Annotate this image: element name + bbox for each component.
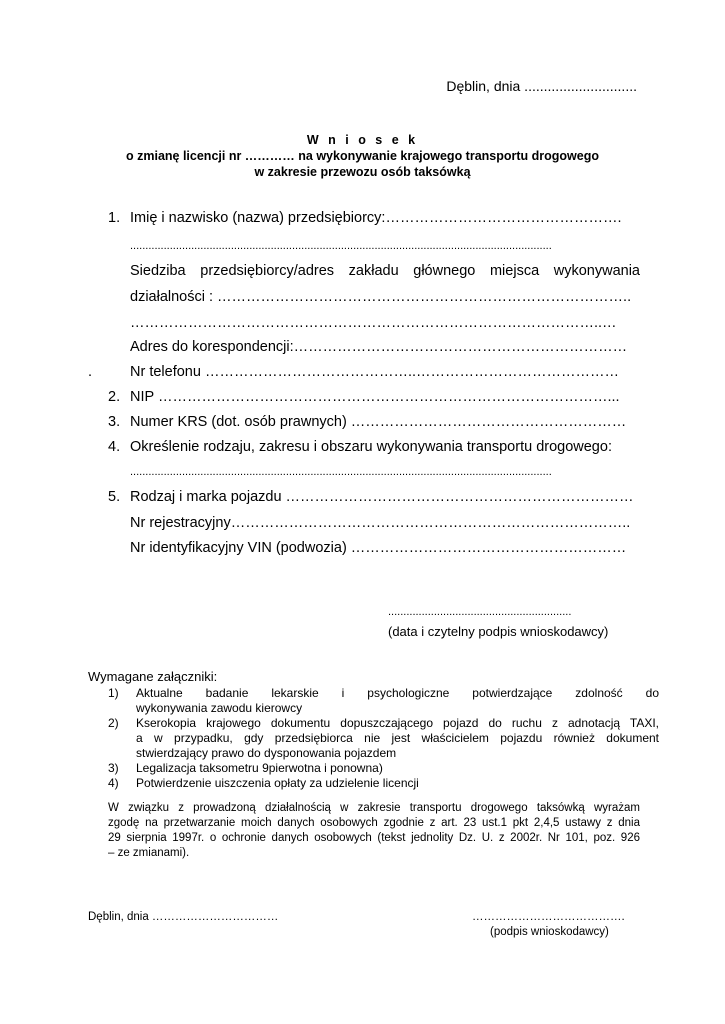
attachment-line: a w przypadku, gdy przedsiębiorca nie jest właścicielem pojazdu również dokument bbox=[136, 731, 659, 745]
footer-place-date[interactable]: Dęblin, dnia …………………………… bbox=[88, 911, 279, 923]
krs-field[interactable]: Numer KRS (dot. osób prawnych) ………………………………………………… bbox=[130, 414, 627, 430]
attachment-number: 1) bbox=[108, 686, 119, 700]
item-number-5: 5. bbox=[108, 489, 121, 505]
signature-label: (data i czytelny podpis wnioskodawcy) bbox=[388, 624, 609, 639]
place-date-line: Dęblin, dnia ............................. bbox=[446, 78, 637, 94]
document-title bbox=[0, 132, 725, 180]
item-number-4: 4. bbox=[108, 439, 121, 455]
mail-address-field[interactable]: Adres do korespondencji:…………………………………………………………… bbox=[130, 339, 628, 355]
nip-field[interactable]: NIP …………………………………………………………………………………... bbox=[130, 389, 620, 405]
applicant-name-continuation[interactable]: .......................................................................................................................................... bbox=[130, 240, 552, 252]
vehicle-make-field[interactable]: Rodzaj i marka pojazdu ……………………………………………………………… bbox=[130, 489, 634, 505]
consent-paragraph bbox=[108, 801, 640, 861]
signature-line[interactable]: ............................................................ bbox=[388, 606, 572, 618]
footer-signature-line[interactable]: …………………………………. bbox=[472, 911, 625, 923]
seat-address-field[interactable]: działalności : ………………………………………………………………………….. bbox=[130, 289, 632, 305]
attachment-line: stwierdzający prawo do dysponowania pojazdem bbox=[136, 746, 397, 760]
attachment-number: 2) bbox=[108, 716, 119, 730]
item-number-3: 3. bbox=[108, 414, 121, 430]
attachment-number: 4) bbox=[108, 776, 119, 790]
title-wniosek: W n i o s e k bbox=[306, 133, 419, 147]
phone-field[interactable]: Nr telefonu ……………………………………..…………………………………… bbox=[130, 364, 620, 380]
attachment-line: Potwierdzenie uiszczenia opłaty za udzielenie licencji bbox=[136, 776, 419, 790]
seat-address-continuation[interactable]: ……………………………………………………………………………………..… bbox=[130, 315, 617, 331]
transport-scope-field[interactable]: .......................................................................................................................................... bbox=[130, 466, 552, 478]
seat-address-label: Siedziba przedsiębiorcy/adres zakładu głównego miejsca wykonywania bbox=[130, 263, 640, 279]
consent-line: zgodę na przetwarzanie moich danych osobowych zgodnie z art. 23 ust.1 pkt 2,4,5 ustawy z dnia bbox=[108, 817, 640, 829]
title-scope: w zakresie przewozu osób taksówką bbox=[254, 165, 471, 179]
phone-prefix-dot: . bbox=[88, 364, 93, 380]
title-subject: o zmianę licencji nr ………… na wykonywanie krajowego transportu drogowego bbox=[126, 149, 599, 163]
applicant-name-field[interactable]: Imię i nazwisko (nazwa) przedsiębiorcy:…………………………………………. bbox=[130, 210, 622, 226]
attachment-line: Legalizacja taksometru 9pierwotna i ponowna) bbox=[136, 761, 383, 775]
consent-line: – ze zmianami). bbox=[108, 847, 190, 859]
registration-field[interactable]: Nr rejestracyjny……………………………………………………………………….. bbox=[130, 515, 631, 531]
item-number-2: 2. bbox=[108, 389, 121, 405]
attachments-title: Wymagane załączniki: bbox=[88, 669, 218, 684]
attachment-line: Kserokopia krajowego dokumentu dopuszczającego pojazd do ruchu z adnotacją TAXI, bbox=[136, 716, 659, 730]
consent-line: 29 sierpnia 1997r. o ochronie danych osobowych (tekst jednolity Dz. U. z 2002r. Nr 101, poz. 926 bbox=[108, 832, 640, 844]
attachment-line: wykonywania zawodu kierowcy bbox=[136, 701, 303, 715]
transport-scope-label: Określenie rodzaju, zakresu i obszaru wykonywania transportu drogowego: bbox=[130, 439, 612, 455]
attachment-line: Aktualne badanie lekarskie i psychologiczne potwierdzające zdolność do bbox=[136, 686, 659, 700]
vin-field[interactable]: Nr identyfikacyjny VIN (podwozia) ………………………………………………… bbox=[130, 540, 627, 556]
consent-line: W związku z prowadzoną działalnością w zakresie transportu drogowego taksówką wyrażam bbox=[108, 802, 640, 814]
item-number-1: 1. bbox=[108, 210, 121, 226]
footer-signature-label: (podpis wnioskodawcy) bbox=[490, 926, 609, 938]
attachment-number: 3) bbox=[108, 761, 119, 775]
